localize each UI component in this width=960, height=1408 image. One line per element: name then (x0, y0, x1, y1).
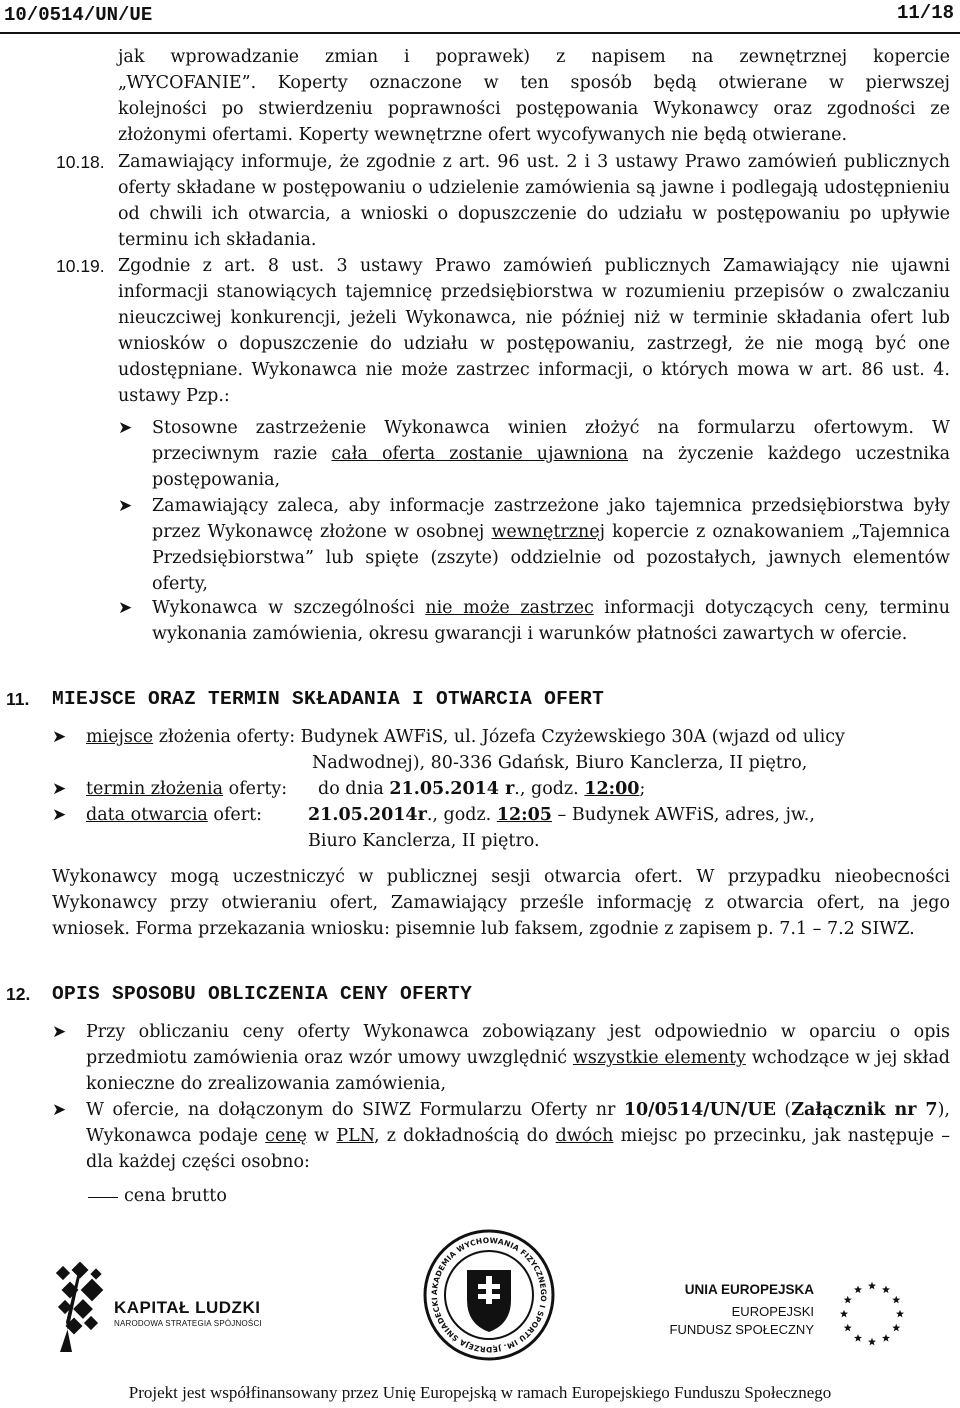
arrow-bullet-icon: ➤ (118, 598, 133, 618)
list-item: W ofercie, na dołączonym do SIWZ Formularzu Oferty nr 10/0514/UN/UE (Załącznik nr 7), Wykonawca podaje cenę w PLN, z dokładnością do dwóch miejsc po przecinku, jak następuje – dla każdej części osobno: (86, 1100, 950, 1172)
eu-star-icon (882, 1286, 890, 1294)
eu-efs-logo (664, 1276, 914, 1360)
deadline-label: termin złożenia oferty: (86, 779, 288, 799)
eu-star-icon (892, 1324, 900, 1332)
kapital-ludzki-logo (56, 1262, 266, 1362)
document-id: 10/0514/UN/UE (4, 4, 153, 26)
arrow-bullet-icon: ➤ (52, 727, 67, 747)
arrow-bullet-icon: ➤ (118, 496, 133, 516)
eu-subtitle-2: FUNDUSZ SPOŁECZNY (669, 1322, 814, 1337)
section-title: OPIS SPOSOBU OBLICZENIA CENY OFERTY (52, 983, 473, 1005)
arrow-bullet-icon: ➤ (52, 779, 67, 799)
list-item: Wykonawca w szczególności nie może zastrzec informacji dotyczących ceny, terminu wykonania zamówienia, okresu gwarancji i warunków płatności zawartych w ofercie. (152, 598, 950, 644)
list-item: Stosowne zastrzeżenie Wykonawca winien złożyć na formularzu ofertowym. W przeciwnym razie cała oferta zostanie ujawniona na życzenie każdego uczestnika postępowania, (152, 418, 951, 490)
text-line: „WYCOFANIE”. Koperty oznaczone w ten sposób będą otwierane w pierwszej (118, 73, 950, 93)
arrow-bullet-icon: ➤ (52, 1022, 67, 1042)
page-number: 11/18 (896, 2, 954, 24)
text-line: kolejności po stwierdzeniu poprawności postępowania Wykonawcy oraz zgodności ze (118, 99, 950, 119)
eu-star-icon (882, 1334, 890, 1342)
eu-star-icon (854, 1334, 862, 1342)
list-item: Zamawiający zaleca, aby informacje zastrzeżone jako tajemnica przedsiębiorstwa były przez Wykonawcę złożone w osobnej wewnętrznej kopercie z oznakowaniem „Tajemnica Przedsiębiorstwa” lub spięte (zszyte) oddzielnie od pozostałych, jawnych elementów oferty, (152, 496, 950, 594)
page-header (0, 0, 960, 30)
deadline-value: do dnia 21.05.2014 r., godz. 12:00; (318, 779, 646, 799)
eu-star-icon (844, 1324, 852, 1332)
clause-10-18-text: Zamawiający informuje, że zgodnie z art. 96 ust. 2 i 3 ustawy Prawo zamówień publicznych oferty składane w postępowaniu o udzielenie zamówienia są jawne i podlegają udostępnieniu od chwili ich otwarcia, a wnioski o dopuszczenie do udziału w postępowaniu po upływie terminu ich składania. (118, 152, 950, 250)
clause-10-19-text: Zgodnie z art. 8 ust. 3 ustawy Prawo zamówień publicznych Zamawiający nie ujawni informacji stanowiących tajemnicę przedsiębiorstwa w rozumieniu przepisów o zwalczaniu nieuczciwej konkurencji, jeżeli Wykonawca, nie później niż w terminie składania ofert lub wniosków o dopuszczenie do udziału w postępowaniu, zastrzegł, że nie mogą być one udostępniane. Wykonawca nie może zastrzec informacji, o których mowa w art. 86 ust. 4. ustawy Pzp.: (118, 256, 950, 406)
eu-subtitle-1: EUROPEJSKI (731, 1304, 814, 1319)
arrow-bullet-icon: ➤ (52, 805, 67, 825)
text-line: złożonymi ofertami. Koperty wewnętrzne ofert wycofywanych nie będą otwierane. (118, 125, 848, 145)
opening-value-continuation: Biuro Kanclerza, II piętro. (308, 831, 540, 851)
seal-ring-text: AKADEMIA WYCHOWANIA FIZYCZNEGO I SPORTU IM. JĘDRZEJA ŚNIADECKI (429, 1235, 549, 1355)
section-11-paragraph: Wykonawcy mogą uczestniczyć w publicznej sesji otwarcia ofert. W przypadku nieobecności Wykonawcy przy otwieraniu ofert, Zamawiający prześle informację z otwarcia ofert, na jego wniosek. Forma przekazania wniosku: pisemnie lub faksem, zgodnie z zapisem p. 7.1 – 7.2 SIWZ. (52, 867, 950, 939)
section-number: 11. (6, 689, 30, 709)
header-rule (0, 32, 960, 34)
awfis-seal-logo (422, 1228, 556, 1362)
seal-emblem-icon (422, 1228, 556, 1362)
clause-number: 10.18. (56, 152, 105, 172)
arrow-bullet-icon: ➤ (118, 418, 133, 438)
eu-star-icon (896, 1310, 904, 1318)
arrow-bullet-icon: ➤ (52, 1100, 67, 1120)
clause-number: 10.19. (56, 256, 105, 276)
dash-list-item: cena brutto (124, 1186, 227, 1206)
eu-star-icon (868, 1282, 876, 1290)
eu-star-icon (840, 1310, 848, 1318)
place-row-continuation: Nadwodnej), 80-336 Gdańsk, Biuro Kanclerza, II piętro, (312, 753, 808, 773)
eu-stars-icon (832, 1276, 912, 1352)
eu-title: UNIA EUROPEJSKA (684, 1282, 814, 1297)
section-title: MIEJSCE ORAZ TERMIN SKŁADANIA I OTWARCIA OFERT (52, 688, 605, 710)
eu-star-icon (868, 1338, 876, 1346)
kapital-ludzki-subtitle: NARODOWA STRATEGIA SPÓJNOŚCI (114, 1319, 262, 1328)
text-line: jak wprowadzanie zmian i poprawek) z napisem na zewnętrznej kopercie (118, 47, 950, 67)
opening-label: data otwarcia ofert: (86, 805, 263, 825)
opening-value: 21.05.2014r., godz. 12:05 – Budynek AWFiS, adres, jw., (308, 805, 815, 825)
section-number: 12. (6, 984, 31, 1004)
kapital-ludzki-title: KAPITAŁ LUDZKI (114, 1298, 261, 1317)
dash-bullet (88, 1197, 118, 1198)
footer-cofinancing-note: Projekt jest współfinansowany przez Unię Europejską w ramach Europejskiego Funduszu Społecznego (128, 1383, 832, 1402)
eu-star-icon (844, 1296, 852, 1304)
place-row: miejsce złożenia oferty: Budynek AWFiS, ul. Józefa Czyżewskiego 30A (wjazd od ulicy (86, 727, 845, 747)
list-item: Przy obliczaniu ceny oferty Wykonawca zobowiązany jest odpowiednio w oparciu o opis przedmiotu zamówienia oraz wzór umowy uwzględnić wszystkie elementy wchodzące w jej skład konieczne do zrealizowania zamówienia, (86, 1022, 950, 1094)
eu-star-icon (892, 1296, 900, 1304)
eu-star-icon (854, 1286, 862, 1294)
